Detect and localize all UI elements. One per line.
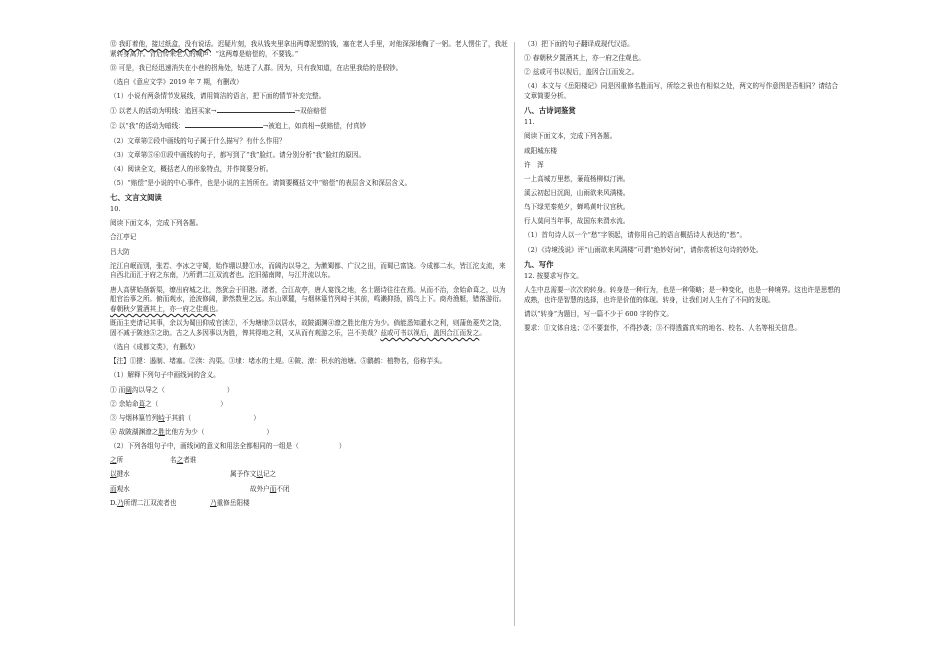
text-title: 合江亭记	[110, 233, 137, 242]
instructions: 阅读下面文本，完成下列各题。	[110, 219, 203, 228]
classical-question-2: （2）下列各组句子中，画线词的意义和用法全都相同的一组是（ ）	[110, 442, 346, 451]
answer-blank[interactable]	[217, 106, 295, 113]
poem-question-1: （1）首句诗人以一个“愁”字领起，请你用自己的语言概括诗人表达的“愁”。	[524, 231, 747, 240]
question-1-line-1: ① 以老人的活动为明线：追回买家→ →双倍赔偿	[110, 107, 327, 116]
essay-prompt: 人生中总需要一次次的转身。转身是一种行为，也是一种策略；是一种变化，也是一种境界。这也许是思想的成熟，也许是智慧的选择，也许是价值的体现。转身，让我们对人生有了不同的发现。	[524, 285, 841, 304]
poem-line: 鸟下绿芜秦苑夕，蝉鸣黄叶汉宫秋。	[524, 203, 630, 212]
paragraph-12: ⑫ 我盯着他，接过纸盒，没有说话。迟疑片刻，我从钱夹里拿出两尊泥塑的钱，塞在老人手里，对他深深地鞠了一躬。老人愣住了，我赶紧转身离开。背后传来老人的喊声：“这两尊是赔偿的，不要钱。”	[110, 40, 508, 58]
instructions: 阅读下面文本，完成下列各题。	[524, 132, 617, 141]
paragraph-13: ⑬ 可是，我已经迅速消失在小巷的拐角处，钻进了人群。因为，只有我知道，在店里我给的是假钞。	[110, 63, 403, 72]
classical-question-1-item-2: ② 余始命葺之（ ）	[110, 399, 227, 408]
poem-question-2: （2）《诗境浅说》评“山雨欲来风满楼”可谓“绝妙好词”，请你赏析这句诗的妙处。	[524, 245, 763, 254]
classical-question-1-item-4: ④ 故陂湖渊潦之胜比他方为少（ ）	[110, 427, 274, 436]
section-heading-9: 九、写作	[524, 259, 554, 269]
question-3: （3）文章第⑤⑥⑪段中画线的句子，都写到了“我”脸红。请分别分析“我”脸红的原因。	[110, 150, 366, 159]
classical-question-3-item-1: ① 春朝秋夕置酒其上，亦一府之佳观也。	[524, 54, 645, 63]
question-number: 11.	[524, 118, 535, 127]
question-2: （2）文章第②段中画线的句子属于什么描写？有什么作用？	[110, 136, 286, 145]
question-4: （4）阅读全文，概括老人的形象特点，并作简要分析。	[110, 164, 273, 173]
classical-question-3-item-2: ② 兹或可书以视后，盖因合江而发之。	[524, 68, 639, 77]
option-b[interactable]: 以揵水 属予作文以记之	[110, 470, 277, 479]
classical-question-1: （1）解释下列句子中画线词的含义。	[110, 371, 220, 380]
text-paragraph-3: 既而主吏请记其事，余以为蜀田仰成官渎②，不为塘埭③以居水，故陂湖渊④潦之胜比他方为少。倘能悉知灌水之利，则蒲鱼菱芡之饶，固不减于陂池⑤之助。古之人多因事以为胜，俾其得地之利，又从而有观游之乐，岂不美哉？兹或可书以视后，盖因合江而发之。	[110, 319, 506, 337]
question-1: （1）小说有两条情节发展线，请用简洁的语言，把下面的情节补充完整。	[110, 92, 326, 101]
classical-question-3: （3）把下面的句子翻译成现代汉语。	[524, 40, 634, 48]
underlined-sentence: 我盯着他，接过纸盒，没有说话	[118, 40, 212, 48]
section-heading-7: 七、文言文阅读	[110, 193, 162, 203]
poem-line: 一上高城万里愁，蒹葭杨柳似汀洲。	[524, 174, 630, 183]
source-note: （选自《意应文学》2019 年 7 期，有删改）	[110, 78, 243, 87]
option-d[interactable]: D.乃所谓二江双流者也 乃重修岳阳楼	[110, 498, 250, 507]
left-column	[110, 40, 508, 513]
classical-question-4: （4）本文与《岳阳楼记》同是因重修名胜而写，所绘之景也有相似之处，两文的写作意图是否相同？请结合文章简要分析。	[524, 82, 839, 101]
poem-line: 溪云初起日沉阁，山雨欲来风满楼。	[524, 188, 630, 197]
essay-requirements: 要求：①文体自选；②不要套作，不得抄袭；③不得透露真实的地名、校名、人名等相关信息。	[524, 323, 801, 332]
right-column	[524, 40, 842, 338]
section-heading-8: 八、古诗词鉴赏	[524, 106, 576, 116]
essay-title-instruction: 请以“转身”为题目，写一篇不少于 600 字的作文。	[524, 309, 673, 318]
text-paragraph-2: 唐人高骈始凿新渠，缭出府城之北，然犹会于旧港。渚者，合江故亭，唐人宴饯之地，名士题诗往往在焉。从而不治，余始命葺之，以为船官治事之所。俯而观水，沧波修阔，渺然数里之远。东山翠麓，与烟林篁竹列峙于其前，鸣濑抑扬，鸥鸟上下。商舟渔艇，错落游衍。春朝秋夕置酒其上，亦一府之佳观也。	[110, 285, 506, 314]
poem-title: 咸阳城东楼	[524, 146, 557, 155]
question-number: 10.	[110, 205, 121, 214]
text-author: 吕大防	[110, 247, 130, 256]
text-paragraph-1: 沱江自岷而别，张若、李冰之守蜀，始作堋以揵①水，而阔沟以导之，为漱蜀都、广汉之田，而蜀已富饶。今成都二水，皆江沱支流，来自西北而汇于府之东南，乃所谓二江双流者也。沱旧循南陴，与江并流以东。	[110, 261, 506, 280]
column-divider	[514, 42, 515, 626]
underlined-sentence: 春朝秋夕置酒其上，亦一府之佳观也	[110, 305, 216, 314]
classical-question-1-item-1: ① 而阔沟以导之（ ）	[110, 385, 234, 394]
answer-blank[interactable]	[185, 121, 263, 128]
annotation-note: 【注】①揵：遏制、堵塞。②渎：沟渠。③埭：堵水的土堤。④陂、潦：积水的池塘。⑤鹳鹤：植物名，俗称芋头。	[110, 357, 447, 366]
question-number: 12. 按要求写作文。	[524, 271, 583, 280]
poem-author: 许 浑	[524, 160, 544, 169]
classical-question-1-item-3: ③ 与烟林篁竹列峙于其前（ ）	[110, 413, 260, 422]
question-5: （5）“赔偿”是小说的中心事件，也是小说的主旨所在。请简要概括文中“赔偿”的表层含义和深层含义。	[110, 179, 412, 188]
option-a[interactable]: 之所 名之者谁	[110, 456, 197, 465]
question-1-line-2: ② 以“我”的活动为暗线： →被追上，如真相→获赔偿，付真钞	[110, 122, 367, 131]
poem-line: 行人莫问当年事，故国东来渭水流。	[524, 217, 630, 226]
source-note: （选自《成都文类》，有删改）	[110, 343, 200, 352]
underlined-sentence: 兹或可书以视后，盖因合江而发之	[380, 328, 480, 337]
option-c[interactable]: 而观水 故外户而不闭	[110, 484, 290, 493]
